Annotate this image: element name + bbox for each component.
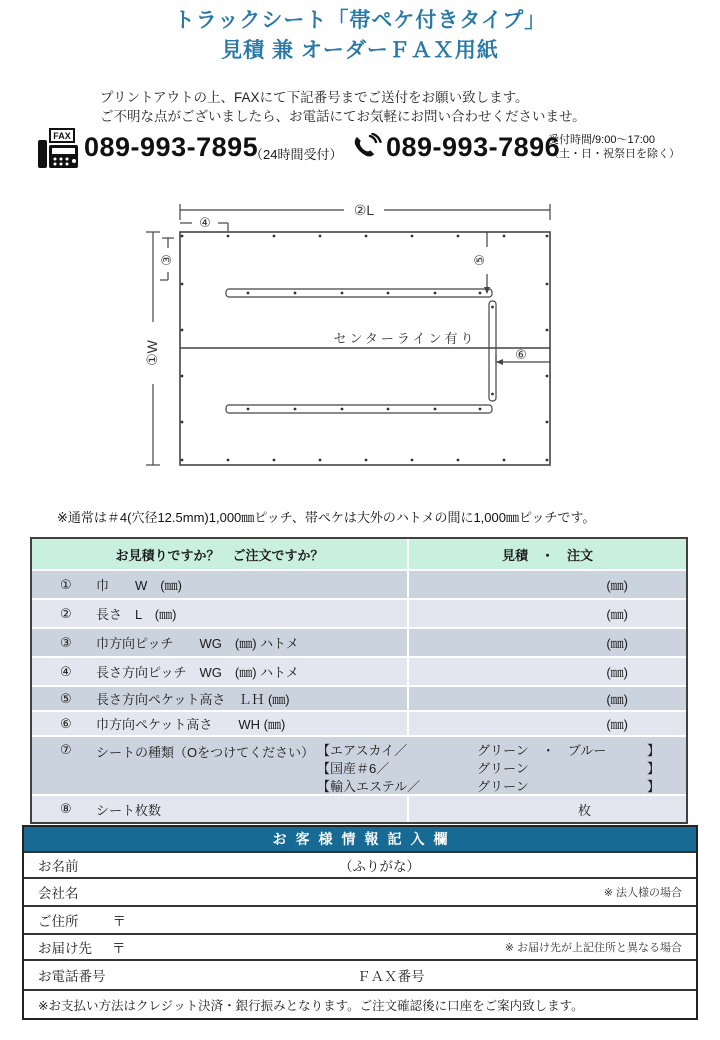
sheet-type-bracket: 】 (647, 760, 661, 776)
table-row-sheet-count (32, 796, 686, 822)
dim-label-3: ③ (159, 254, 174, 266)
order-header-estimate-order: 見積 ・ 注文 (409, 539, 686, 569)
fax-hours-note: （24時間受付） (250, 147, 343, 162)
company-note: ※ 法人様の場合 (603, 887, 682, 899)
customer-address-row (24, 905, 696, 933)
row-number: ⑤ (60, 690, 72, 706)
row-number: ① (60, 576, 72, 592)
payment-note-row (24, 989, 696, 1018)
instructions (100, 88, 586, 126)
title-line2: 見積 兼 オーダーＦＡＸ用紙 (221, 39, 499, 62)
sheet-type-name: 【輸入エステル／ (317, 778, 421, 794)
sheet-type-option (317, 740, 686, 758)
delivery-label: お届け先 (38, 941, 92, 956)
row-value-cell: (㎜) (409, 712, 686, 735)
dim-label-1W: ①W (144, 340, 160, 366)
row-label: 長さ L (㎜) (96, 607, 177, 622)
table-row-width (32, 571, 686, 598)
top-band (226, 289, 492, 297)
row-value-cell: (㎜) (409, 571, 686, 598)
vertical-band (489, 301, 496, 401)
page-title (0, 6, 720, 66)
sheet-type-name: 【国産＃6／ (317, 760, 390, 776)
customer-delivery-row (24, 933, 696, 959)
sheet-type-colors: グリーン (477, 778, 529, 794)
row-value-cell: (㎜) (409, 629, 686, 656)
pitch-note: ※通常は＃4(穴径12.5mm)1,000㎜ピッチ、帯ペケは大外のハトメの間に1,000㎜ピッチです。 (57, 510, 596, 525)
table-row-length-pitch (32, 658, 686, 685)
dim-label-2L: ②L (353, 202, 375, 218)
sheet-type-name: 【エアスカイ／ (317, 742, 408, 758)
table-row-length (32, 600, 686, 627)
band-eyelets (247, 292, 494, 411)
delivery-note: ※ お届け先が上記住所と異なる場合 (504, 942, 682, 954)
row-label: 巾 W (㎜) (96, 578, 182, 593)
row-number: ⑦ (60, 742, 72, 757)
order-table (30, 537, 688, 824)
fax-number: 089-993-7895 (84, 132, 259, 162)
customer-name-row (24, 851, 696, 877)
fax-machine-icon (36, 128, 82, 170)
row-label: シートの種類（Oをつけてください） (96, 745, 315, 760)
row-number: ⑥ (60, 715, 72, 731)
dim-label-4: ④ (199, 215, 211, 230)
row-number: ② (60, 605, 72, 621)
customer-section-title: お客様情報記入欄 (24, 827, 696, 851)
table-row-width-pocket-height (32, 712, 686, 735)
fax-icon-label: FAX (53, 131, 71, 141)
postal-mark: 〒 (112, 941, 126, 956)
table-row-width-pitch (32, 629, 686, 656)
sheet-type-bracket: 】 (647, 742, 661, 758)
dim-label-5: ⑤ (472, 254, 487, 266)
row-number: ③ (60, 634, 72, 650)
phone-hours (548, 133, 680, 161)
sheet-diagram (0, 190, 720, 500)
dim-label-6: ⑥ (515, 347, 527, 362)
furigana-label: （ふりがな） (339, 859, 420, 874)
customer-company-row (24, 877, 696, 905)
row-value-cell: (㎜) (409, 687, 686, 710)
table-row-sheet-type (32, 737, 686, 794)
row-label: 巾方向ピッチ WG (㎜) ハトメ (96, 636, 299, 651)
row-label: 巾方向ペケット高さ WH (㎜) (96, 717, 286, 732)
instruction-line2: ご不明な点がございましたら、お電話にてお気軽にお問い合わせくださいませ。 (100, 109, 586, 124)
tel-label: お電話番号 (38, 969, 106, 984)
customer-info-section (22, 825, 698, 1020)
phone-hours-line1: 受付時間/9:00～17:00 (548, 134, 655, 146)
phone-hours-line2: （土・日・祝祭日を除く） (548, 148, 680, 160)
order-table-header (32, 539, 686, 569)
name-label: お名前 (38, 859, 79, 874)
fax-number-label: ＦＡＸ番号 (357, 969, 425, 984)
order-header-question: お見積りですか？ ご注文ですか？ (32, 539, 407, 569)
phone-icon (350, 133, 382, 163)
customer-phone-row (24, 959, 696, 989)
row-unit-cell: 枚 (409, 796, 686, 822)
sheet-type-options (317, 737, 686, 794)
row-label: 長さ方向ペケット高さ ＬＨ (㎜) (96, 692, 290, 707)
bottom-band (226, 405, 492, 413)
title-line1: トラックシート「帯ペケ付きタイプ」 (173, 9, 547, 32)
phone-number: 089-993-7896 (386, 132, 561, 162)
table-row-length-pocket-height (32, 687, 686, 710)
row-label: 長さ方向ピッチ WG (㎜) ハトメ (96, 665, 299, 680)
sheet-type-bracket: 】 (647, 778, 661, 794)
address-label: ご住所 (38, 914, 79, 929)
row-number: ⑧ (60, 801, 72, 816)
sheet-type-colors: グリーン (477, 760, 529, 776)
sheet-type-colors: グリーン ・ ブルー (477, 742, 607, 758)
sheet-type-option (317, 776, 686, 794)
row-number: ④ (60, 663, 72, 679)
postal-mark: 〒 (112, 914, 126, 929)
row-label: シート枚数 (96, 802, 162, 818)
centerline-label: センターライン有り (333, 331, 477, 346)
payment-note: ※お支払い方法はクレジット決済・銀行振みとなります。ご注文確認後に口座をご案内致します。 (38, 998, 584, 1013)
sheet-type-option (317, 758, 686, 776)
instruction-line1: プリントアウトの上、FAXにて下記番号までご送付をお願い致します。 (100, 90, 529, 105)
row-value-cell: (㎜) (409, 600, 686, 627)
row-value-cell: (㎜) (409, 658, 686, 685)
company-label: 会社名 (38, 886, 79, 901)
